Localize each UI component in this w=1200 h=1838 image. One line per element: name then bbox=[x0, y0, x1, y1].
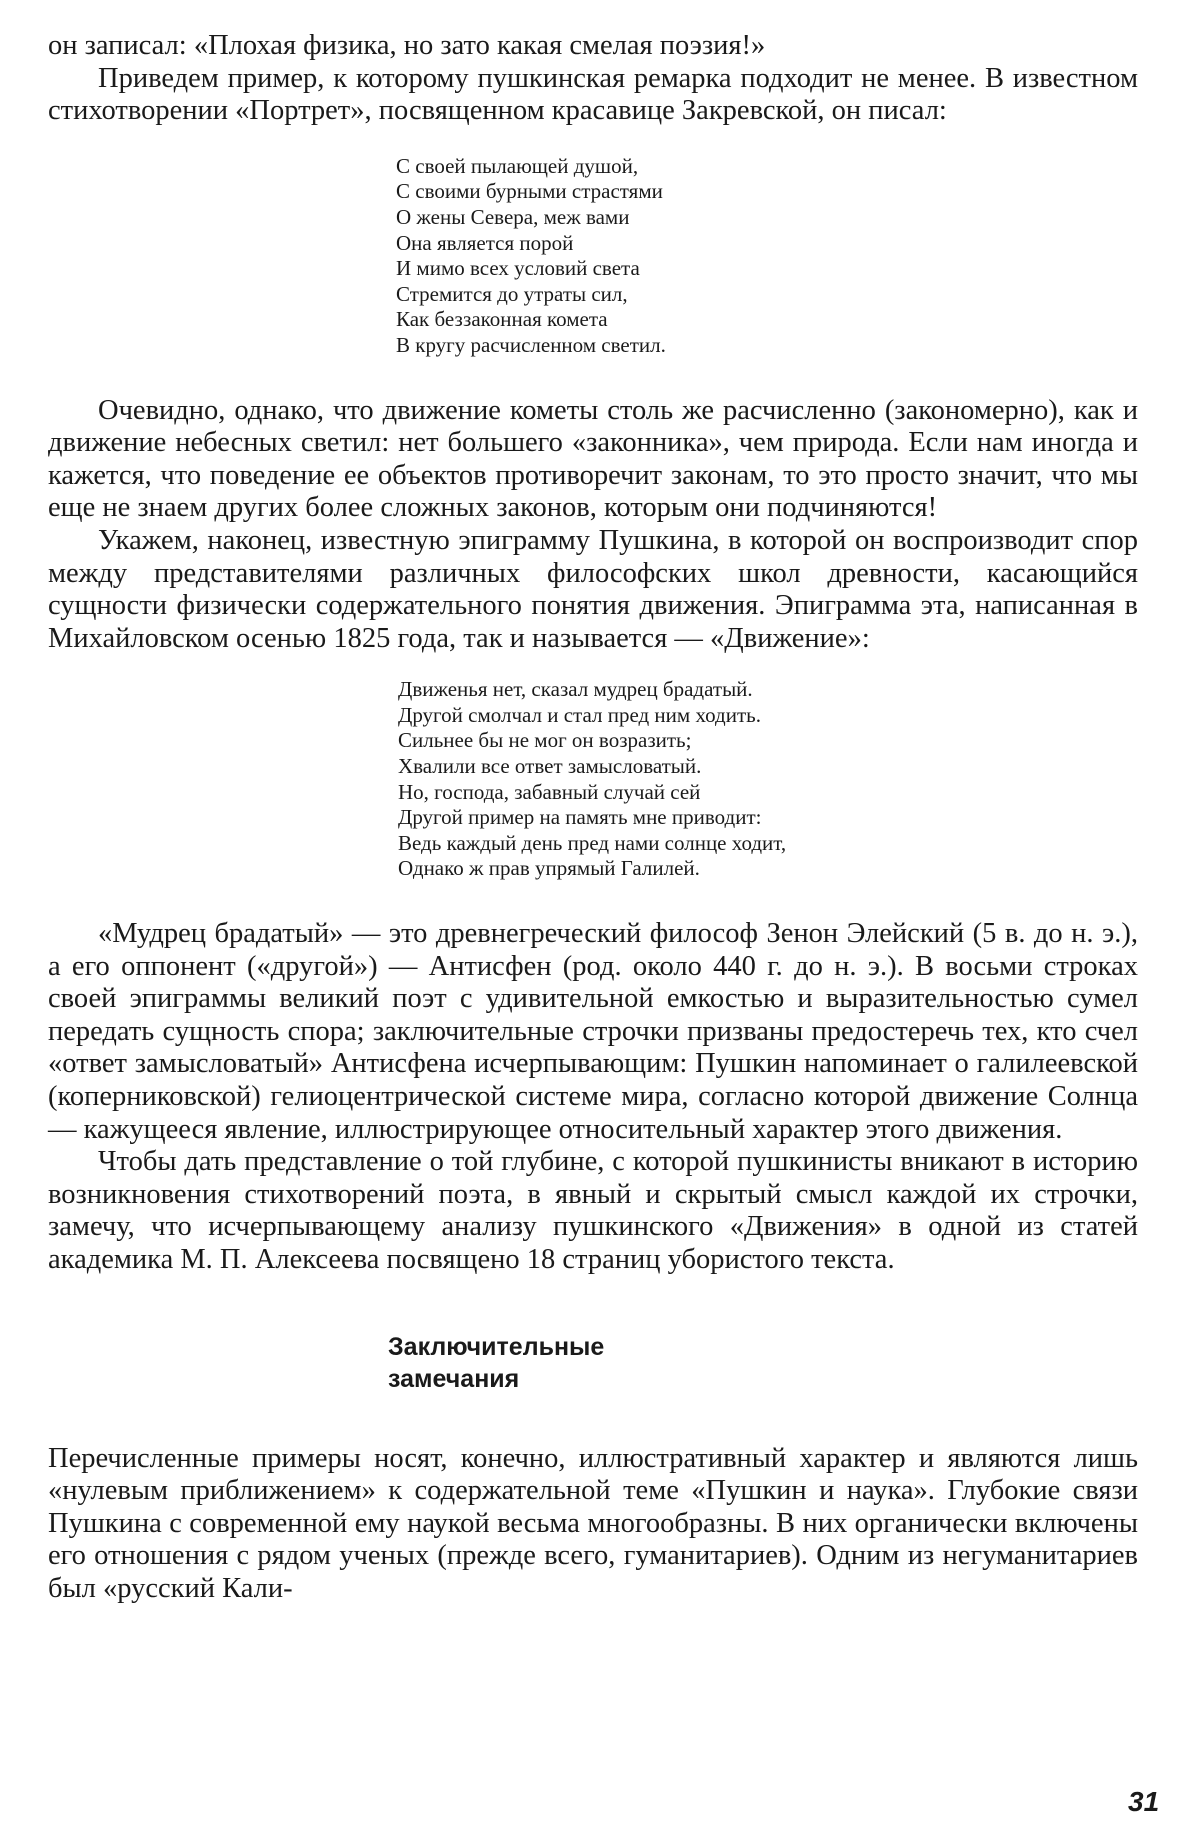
page-number: 31 bbox=[1128, 1786, 1160, 1817]
paragraph-3: Очевидно, однако, что движение кометы столь же расчисленно (закономерно), как и движение небесных светил: нет большего «законника», чем природа. Если нам иногда и кажется, что поведение ее объектов противоречит законам, то это просто значит, что мы еще не знаем других более сложных законов, которым они подчиняются! bbox=[48, 394, 1138, 524]
poem-line: Движенья нет, сказал мудрец брадатый. bbox=[398, 677, 753, 702]
poem-line: Сильнее бы не мог он возразить; bbox=[398, 728, 692, 753]
heading-line: замечания bbox=[388, 1364, 520, 1393]
paragraph-5: «Мудрец брадатый» — это древнегреческий философ Зенон Элейский (5 в. до н. э.), а его оппонент («другой») — Антисфен (род. около 440 г. до н. э.). В восьми строках своей эпиграммы великий поэт с удивительной емкостью и выразительностью сумел передать сущность спора; заключительные строчки призваны предостеречь тех, кто счел «ответ замысловатый» Антисфена исчерпывающим: Пушкин напоминает о галилеевской (коперниковской) гелиоцентрической системе мира, согласно которой движение Солнца — кажущееся явление, иллюстрирующее относительный характер этого движения. bbox=[48, 918, 1138, 1145]
poem-line: Как беззаконная комета bbox=[396, 307, 608, 332]
paragraph-7: Перечисленные примеры носят, конечно, иллюстративный характер и являются лишь «нулевым приближением» к содержательной теме «Пушкин и наука». Глубокие связи Пушкина с современной ему наукой весьма многообразны. В них органически включены его отношения с рядом ученых (прежде всего, гуманитариев). Одним из негуманитариев был «русский Кали- bbox=[48, 1442, 1138, 1604]
poem-line: Однако ж прав упрямый Галилей. bbox=[398, 856, 700, 881]
paragraph-2: Приведем пример, к которому пушкинская ремарка подходит не менее. В известном стихотворении «Портрет», посвященном красавице Закревской, он писал: bbox=[48, 62, 1138, 127]
poem-portrait bbox=[396, 154, 1138, 359]
poem-line: Но, господа, забавный случай сей bbox=[398, 779, 701, 804]
page-text bbox=[48, 30, 1138, 1606]
paragraph-1: он записал: «Плохая физика, но зато какая смелая поэзия!» bbox=[48, 30, 766, 61]
poem-line: Она является порой bbox=[396, 230, 574, 255]
poem-line: С своими бурными страстями bbox=[396, 179, 663, 204]
paragraph-4: Укажем, наконец, известную эпиграмму Пушкина, в которой он воспроизводит спор между представителями различных философских школ древности, касающийся сущности физически содержательного понятия движения. Эпиграмма эта, написанная в Михайловском осенью 1825 года, так и называется — «Движение»: bbox=[48, 524, 1138, 654]
poem-line: И мимо всех условий света bbox=[396, 256, 640, 281]
paragraph-6: Чтобы дать представление о той глубине, с которой пушкинисты вникают в историю возникновения стихотворений поэта, в явный и скрытый смысл каждой их строчки, замечу, что исчерпывающему анализу пушкинского «Движения» в одной из статей академика М. П. Алексеева посвящено 18 страниц убористого текста. bbox=[48, 1146, 1138, 1275]
poem-line: С своей пылающей душой, bbox=[396, 153, 639, 178]
poem-line: Другой пример на память мне приводит: bbox=[398, 805, 762, 830]
poem-motion bbox=[398, 677, 1138, 882]
poem-line: Стремится до утраты сил, bbox=[396, 281, 628, 306]
poem-line: Другой смолчал и стал пред ним ходить. bbox=[398, 702, 761, 727]
poem-line: Ведь каждый день пред нами солнце ходит, bbox=[398, 830, 787, 855]
heading-line: Заключительные bbox=[388, 1332, 605, 1361]
section-heading bbox=[388, 1331, 1138, 1395]
poem-line: В кругу расчисленном светил. bbox=[396, 332, 666, 357]
poem-line: О жены Севера, меж вами bbox=[396, 204, 630, 229]
poem-line: Хвалили все ответ замысловатый. bbox=[398, 754, 702, 779]
